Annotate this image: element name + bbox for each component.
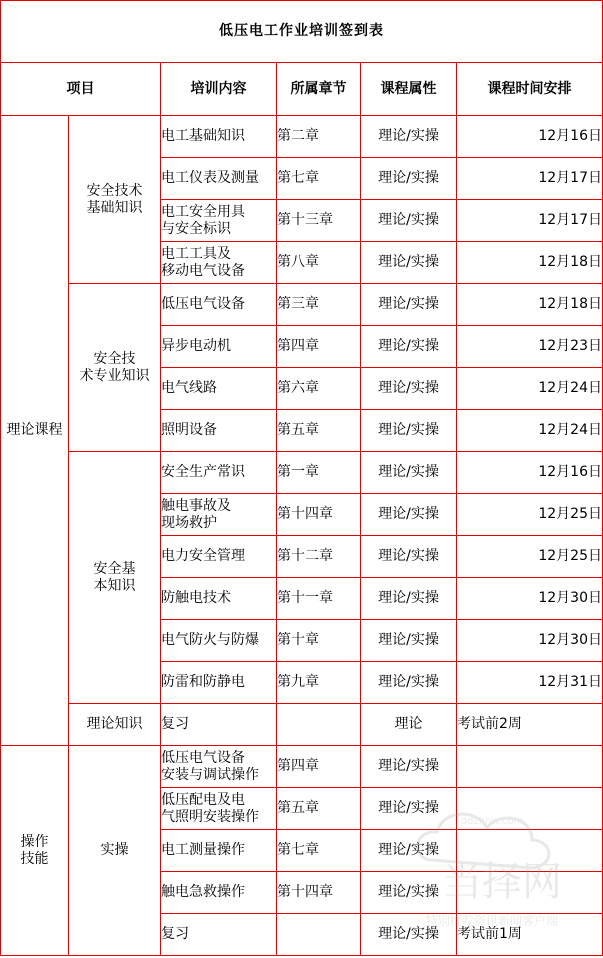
cell-content: 安全生产常识: [161, 452, 277, 494]
cell-content: 电工仪表及测量: [161, 158, 277, 200]
cell-content: 异步电动机: [161, 326, 277, 368]
cell-property: 理论/实操: [361, 326, 457, 368]
cell-content: 电工安全用具 与安全标识: [161, 200, 277, 242]
cell-time: [457, 830, 603, 872]
cell-content: 防雷和防静电: [161, 662, 277, 704]
group-theory-course: 理论课程: [1, 116, 69, 746]
cell-content: 触电事故及 现场救护: [161, 494, 277, 536]
cell-time: [457, 872, 603, 914]
cell-chapter: [277, 704, 361, 746]
cell-content: 防触电技术: [161, 578, 277, 620]
cell-content: 低压电气设备 安装与调试操作: [161, 746, 277, 788]
cell-time: [457, 788, 603, 830]
cell-property: 理论/实操: [361, 578, 457, 620]
cell-chapter: 第五章: [277, 410, 361, 452]
cell-chapter: 第十一章: [277, 578, 361, 620]
cell-content: 电工测量操作: [161, 830, 277, 872]
cell-chapter: 第四章: [277, 326, 361, 368]
cell-chapter: [277, 914, 361, 956]
cell-chapter: 第七章: [277, 158, 361, 200]
cell-property: 理论/实操: [361, 410, 457, 452]
cell-property: 理论/实操: [361, 620, 457, 662]
group-practice: 实操: [69, 746, 161, 956]
cell-content: 低压配电及电 气照明安装操作: [161, 788, 277, 830]
cell-chapter: 第六章: [277, 368, 361, 410]
cell-chapter: 第二章: [277, 116, 361, 158]
cell-property: 理论/实操: [361, 368, 457, 410]
cell-chapter: 第十二章: [277, 536, 361, 578]
cell-property: 理论: [361, 704, 457, 746]
header-property: 课程属性: [361, 63, 457, 116]
cell-chapter: 第十三章: [277, 200, 361, 242]
cell-content: 复习: [161, 914, 277, 956]
cell-time: 12月30日: [457, 620, 603, 662]
cell-time: 12月25日: [457, 536, 603, 578]
cell-time: 12月24日: [457, 410, 603, 452]
watermark-brand: 当择网: [442, 859, 562, 905]
cell-time: 12月25日: [457, 494, 603, 536]
cell-time: 12月16日: [457, 452, 603, 494]
cell-property: 理论/实操: [361, 494, 457, 536]
cell-property: 理论/实操: [361, 662, 457, 704]
cell-property: 理论/实操: [361, 200, 457, 242]
header-content: 培训内容: [161, 63, 277, 116]
cell-chapter: 第七章: [277, 830, 361, 872]
table-row: [1, 452, 603, 494]
table-row: [1, 704, 603, 746]
cell-time: 12月23日: [457, 326, 603, 368]
cell-chapter: 第一章: [277, 452, 361, 494]
cell-time: [457, 746, 603, 788]
cell-time: 12月31日: [457, 662, 603, 704]
cell-property: 理论/实操: [361, 116, 457, 158]
cell-time: 12月18日: [457, 284, 603, 326]
group-theory-knowledge: 理论知识: [69, 704, 161, 746]
cell-time: 考试前2周: [457, 704, 603, 746]
cell-time: 考试前1周: [457, 914, 603, 956]
cell-time: 12月17日: [457, 158, 603, 200]
cell-time: 12月16日: [457, 116, 603, 158]
sheet-title: 低压电工作业培训签到表: [1, 1, 603, 63]
cell-content: 触电急救操作: [161, 872, 277, 914]
header-item: 项目: [1, 63, 161, 116]
cell-chapter: 第八章: [277, 242, 361, 284]
cell-content: 电气线路: [161, 368, 277, 410]
cell-property: 理论/实操: [361, 158, 457, 200]
header-schedule: 课程时间安排: [457, 63, 603, 116]
group-safety-tech-basic: 安全技术 基础知识: [69, 116, 161, 284]
cell-content: 电工工具及 移动电气设备: [161, 242, 277, 284]
cell-property: 理论/实操: [361, 830, 457, 872]
cell-chapter: 第九章: [277, 662, 361, 704]
cell-chapter: 第十四章: [277, 494, 361, 536]
cell-time: 12月17日: [457, 200, 603, 242]
table-row: [1, 284, 603, 326]
header-chapter: 所属章节: [277, 63, 361, 116]
cell-property: 理论/实操: [361, 914, 457, 956]
cell-property: 理论/实操: [361, 746, 457, 788]
cell-property: 理论/实操: [361, 242, 457, 284]
cell-chapter: 第三章: [277, 284, 361, 326]
table-row: [1, 116, 603, 158]
cell-content: 照明设备: [161, 410, 277, 452]
group-safety-tech-pro: 安全技 术专业知识: [69, 284, 161, 452]
watermark-tagline: 特别推荐资讯新闻客户端: [425, 914, 559, 928]
cell-property: 理论/实操: [361, 872, 457, 914]
cell-content: 电气防火与防爆: [161, 620, 277, 662]
watermark-url: ddzhnw.com: [460, 816, 524, 827]
cell-content: 电力安全管理: [161, 536, 277, 578]
table-row: [1, 746, 603, 788]
group-operation-skills: 操作 技能: [1, 746, 69, 956]
cell-property: 理论/实操: [361, 536, 457, 578]
group-safety-basic: 安全基 本知识: [69, 452, 161, 704]
cell-chapter: 第五章: [277, 788, 361, 830]
cell-content: 低压电气设备: [161, 284, 277, 326]
cell-chapter: 第四章: [277, 746, 361, 788]
cell-property: 理论/实操: [361, 452, 457, 494]
cell-property: 理论/实操: [361, 284, 457, 326]
cell-content: 电工基础知识: [161, 116, 277, 158]
cell-chapter: 第十四章: [277, 872, 361, 914]
cell-property: 理论/实操: [361, 788, 457, 830]
cell-time: 12月18日: [457, 242, 603, 284]
cell-time: 12月30日: [457, 578, 603, 620]
cell-chapter: 第十章: [277, 620, 361, 662]
cell-content: 复习: [161, 704, 277, 746]
cell-time: 12月24日: [457, 368, 603, 410]
